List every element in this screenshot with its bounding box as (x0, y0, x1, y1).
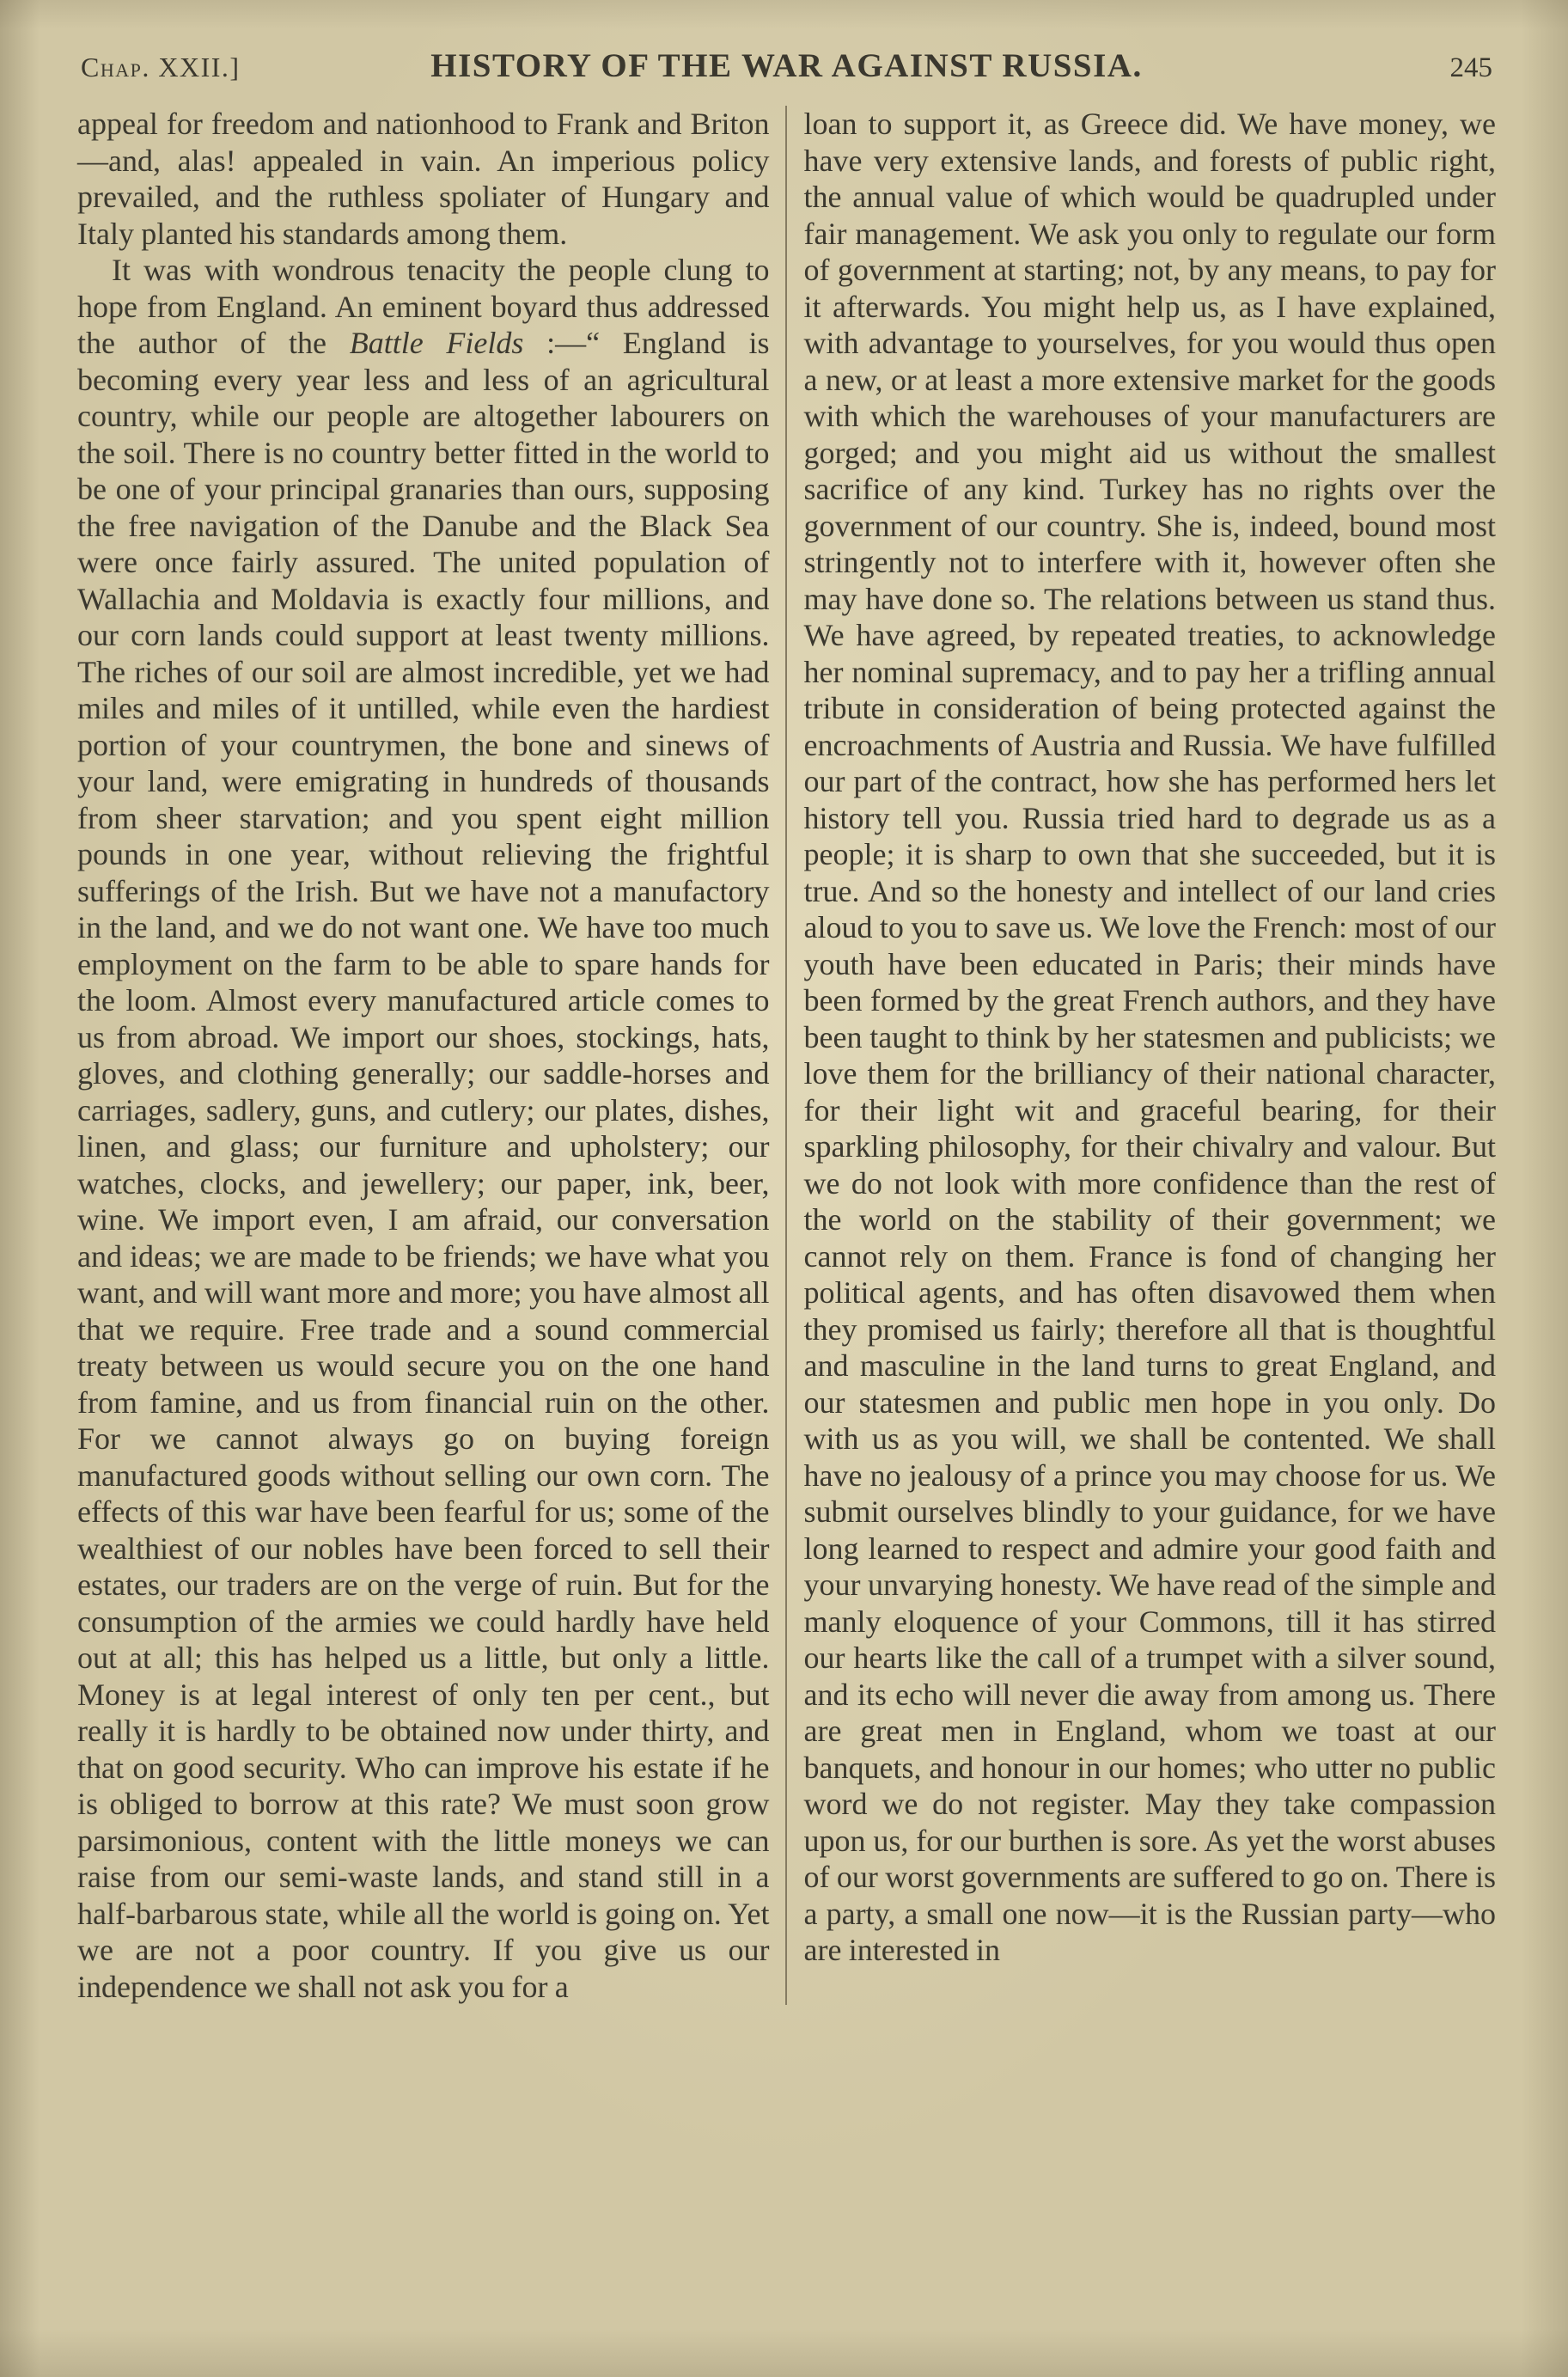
text-columns (77, 106, 1496, 2005)
paragraph (77, 106, 770, 252)
right-column (787, 106, 1497, 2005)
text-run: :—“ England is becoming every year less and less of an agricultural country, while our people are altogether labourers on the soil. There is no country better fitted in the world to be one of your principal granaries than ours, supposing the free navigation of the Danube and the Black Sea were once fairly assured. The united population of Wallachia and Moldavia is exactly four millions, and our corn lands could support at least twenty millions. The riches of our soil are almost incredible, yet we had miles and miles of it untilled, while even the hardiest portion of your countrymen, the bone and sinews of your land, were emigrating in hundreds of thousands from sheer starvation; and you spent eight million pounds in one year, without relieving the frightful sufferings of the Irish. But we have not a manufactory in the land, and we do not want one. We have too much employment on the farm to be able to spare hands for the loom. Almost every manufactured article comes to us from abroad. We import our shoes, stockings, hats, gloves, and clothing generally; our saddle-horses and carriages, sadlery, guns, and cutlery; our plates, dishes, linen, and glass; our furniture and upholstery; our watches, clocks, and jewellery; our paper, ink, beer, wine. We import even, I am afraid, our conversation and ideas; we are made to be friends; we have what you want, and will want more and more; you have almost all that we require. Free trade and a sound commercial treaty between us would secure you on the one hand from famine, and us from financial ruin on the other. For we cannot always go on buying foreign manufactured goods without selling our own corn. The effects of this war have been fearful for us; some of the wealthiest of our nobles have been forced to sell their estates, our traders are on the verge of ruin. But for the consumption of the armies we could hardly have held out at all; this has helped us a little, but only a little. Money is at legal interest of only ten per cent., but really it is hardly to be obtained now under thirty, and that on good security. Who can improve his estate if he is obliged to borrow at this rate? We must soon grow parsimonious, content with the little moneys we can raise from our semi-waste lands, and stand still in a half-barbarous state, while all the world is going on. Yet we are not a poor country. If you give us our independence we shall not ask you for a (77, 326, 770, 2004)
text-run: It was with wondrous tenacity the people clung to hope from England. An eminent boyard thus addressed the author of the (77, 253, 770, 360)
paragraph (804, 106, 1497, 1969)
page-header (77, 46, 1496, 85)
left-column (77, 106, 785, 2005)
text-run: loan to support it, as Greece did. We have money, we have very extensive lands, and forests of public right, the annual value of which would be quadrupled under fair management. We ask you only to regulate our form of government at starting; not, by any means, to pay for it afterwards. You might help us, as I have explained, with advantage to yourselves, for you would thus open a new, or at least a more extensive market for the goods with which the warehouses of your manufacturers are gorged; and you might aid us without the smallest sacrifice of any kind. Turkey has no rights over the government of our country. She is, indeed, bound most stringently not to interfere with it, however often she may have done so. The relations between us stand thus. We have agreed, by repeated treaties, to acknowledge her nominal supremacy, and to pay her a trifling annual tribute in consideration of being protected against the encroachments of Austria and Russia. We have fulfilled our part of the contract, how she has performed hers let history tell you. Russia tried hard to degrade us as a people; it is sharp to own that she succeeded, but it is true. And so the honesty and intellect of our land cries aloud to you to save us. We love the French: most of our youth have been educated in Paris; their minds have been formed by the great French authors, and they have been taught to think by her statesmen and publicists; we love them for the brilliancy of their national character, for their light wit and graceful bearing, for their sparkling philosophy, for their chivalry and valour. But we do not look with more confidence than the rest of the world on the stability of their government; we cannot rely on them. France is fond of changing her political agents, and has often disavowed them when they promised us fairly; therefore all that is thoughtful and masculine in the land turns to great England, and our statesmen and public men hope in you only. Do with us as you will, we shall be contented. We shall have no jealousy of a prince you may choose for us. We submit ourselves blindly to your guidance, for we have long learned to respect and admire your good faith and your unvarying honesty. We have read of the simple and manly eloquence of your Commons, till it has stirred our hearts like the call of a trumpet with a silver sound, and its echo will never die away from among us. There are great men in England, whom we toast at our banquets, and honour in our homes; who utter no public word we do not register. May they take compassion upon us, for our burthen is sore. As yet the worst abuses of our worst governments are suffered to go on. There is a party, a small one now—it is the Russian party—who are interested in (803, 107, 1496, 1967)
page-number: 245 (1449, 52, 1492, 83)
chapter-label: Chap. XXII.] (81, 52, 241, 82)
running-title: HISTORY OF THE WAR AGAINST RUSSIA. (430, 47, 1143, 84)
text-run: Battle Fields (349, 326, 524, 360)
paragraph (77, 252, 770, 2005)
text-run: appeal for freedom and nationhood to Frank and Briton—and, alas! appealed in vain. An imperious policy prevailed, and the ruthless spoliater of Hungary and Italy planted his standards among them. (77, 107, 770, 251)
